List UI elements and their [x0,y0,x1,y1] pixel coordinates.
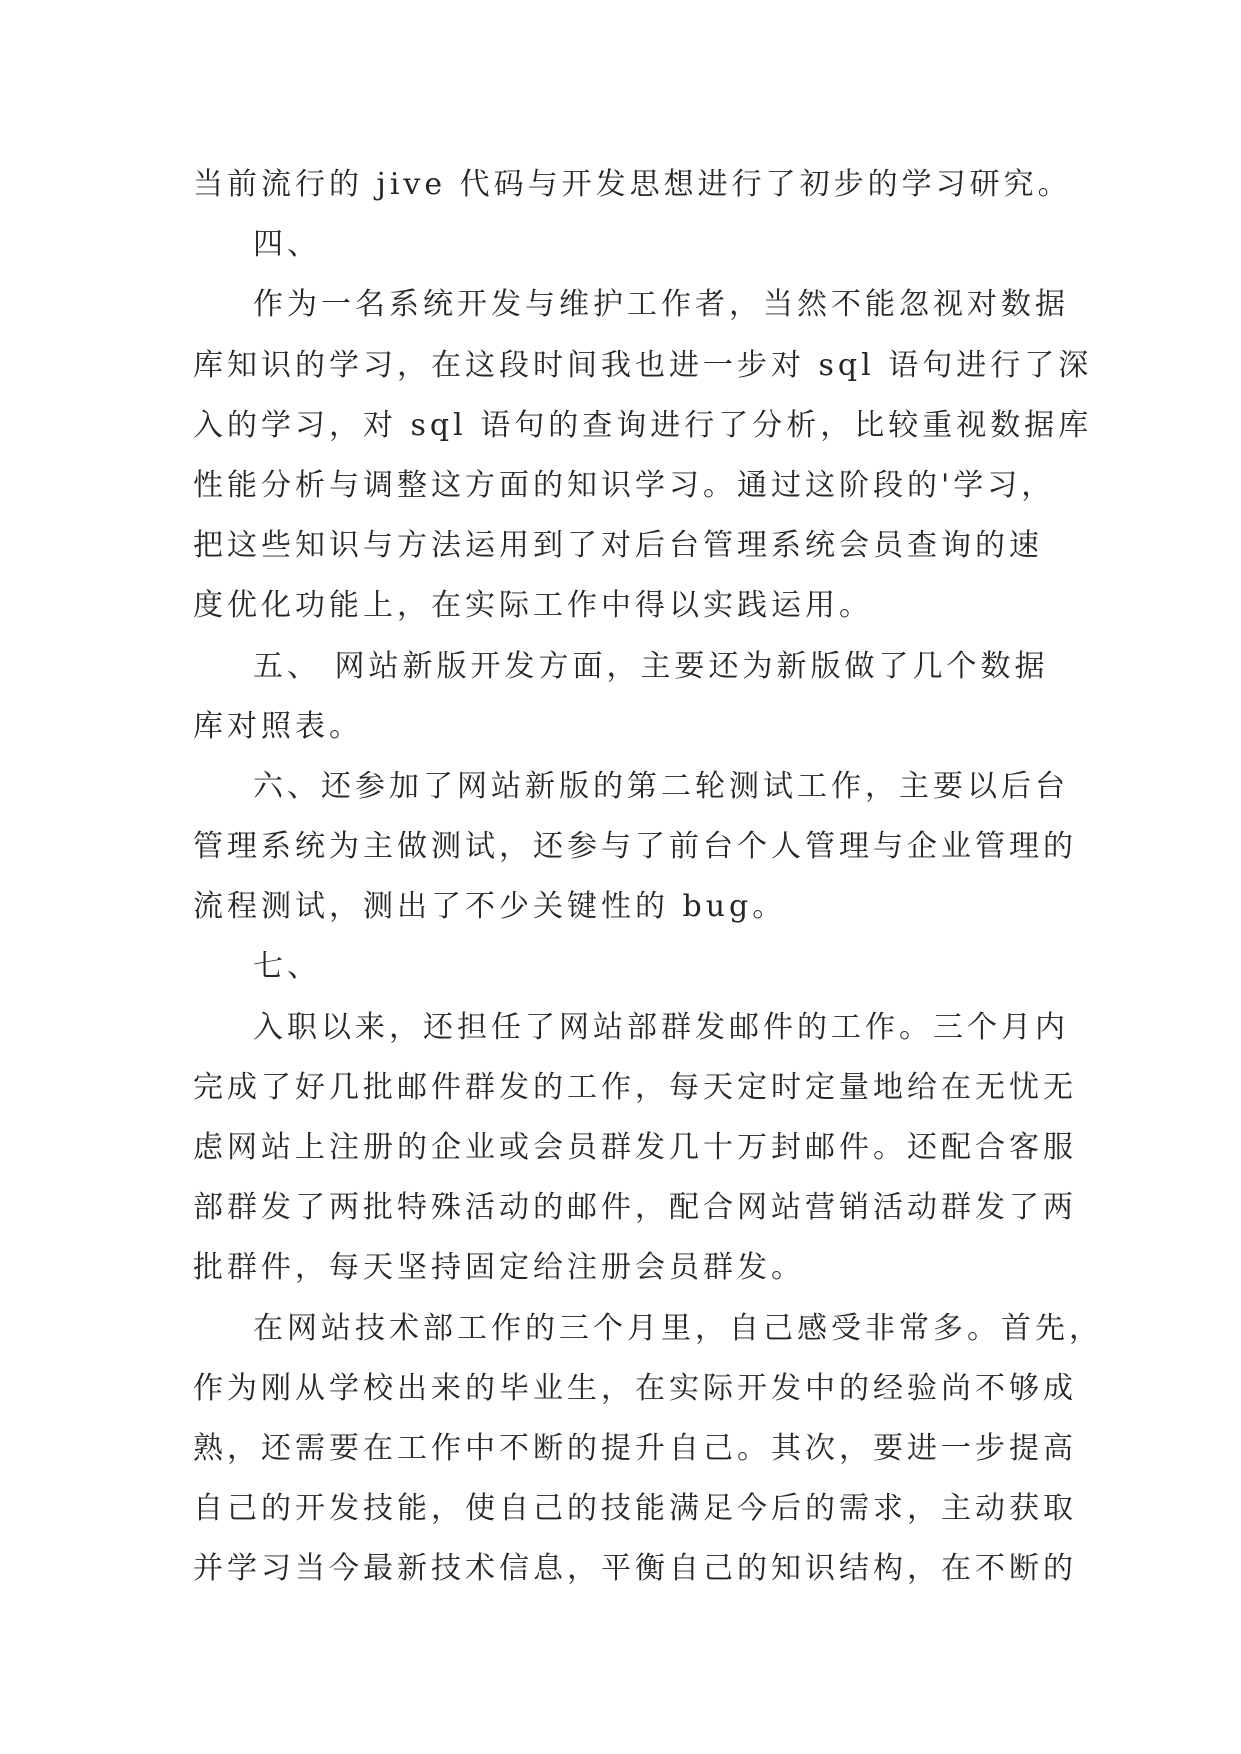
text-line: 把这些知识与方法运用到了对后台管理系统会员查询的速 [193,528,1043,564]
text-line: 五、 网站新版开发方面，主要还为新版做了几个数据 [253,648,1049,684]
document-body [193,155,1103,1600]
text-line: 七、 [253,949,321,985]
text-line: 流程测试，测出了不少关键性的 bug。 [193,889,787,925]
text-line: 库知识的学习，在这段时间我也进一步对 sql 语句进行了深 [193,347,1093,383]
text-line: 批群件，每天坚持固定给注册会员群发。 [193,1250,805,1286]
text-line: 库对照表。 [193,708,363,744]
text-line: 当前流行的 jive 代码与开发思想进行了初步的学习研究。 [193,167,1072,202]
text-line: 作为一名系统开发与维护工作者，当然不能忽视对数据 [253,287,1069,323]
text-line: 入的学习，对 sql 语句的查询进行了分析，比较重视数据库 [193,407,1093,443]
text-line: 管理系统为主做测试，还参与了前台个人管理与企业管理的 [193,829,1077,865]
text-line: 作为刚从学校出来的毕业生，在实际开发中的经验尚不够成 [193,1370,1077,1406]
text-line: 入职以来，还担任了网站部群发邮件的工作。三个月内 [253,1009,1069,1045]
text-line: 完成了好几批邮件群发的工作，每天定时定量地给在无忧无 [193,1069,1077,1105]
text-line: 虑网站上注册的企业或会员群发几十万封邮件。还配合客服 [193,1130,1077,1165]
text-line: 部群发了两批特殊活动的邮件，配合网站营销活动群发了两 [193,1190,1077,1226]
text-line: 性能分析与调整这方面的知识学习。通过这阶段的'学习， [193,467,1056,503]
text-line: 熟，还需要在工作中不断的提升自己。其次，要进一步提高 [193,1430,1077,1466]
text-line: 并学习当今最新技术信息，平衡自己的知识结构，在不断的 [193,1551,1077,1587]
text-line: 六、还参加了网站新版的第二轮测试工作，主要以后台 [253,768,1069,804]
text-line: 在网站技术部工作的三个月里，自己感受非常多。首先， [253,1310,1103,1346]
text-line: 度优化功能上，在实际工作中得以实践运用。 [193,588,873,624]
text-line: 自己的开发技能，使自己的技能满足今后的需求，主动获取 [193,1491,1077,1527]
text-line: 四、 [253,227,321,263]
